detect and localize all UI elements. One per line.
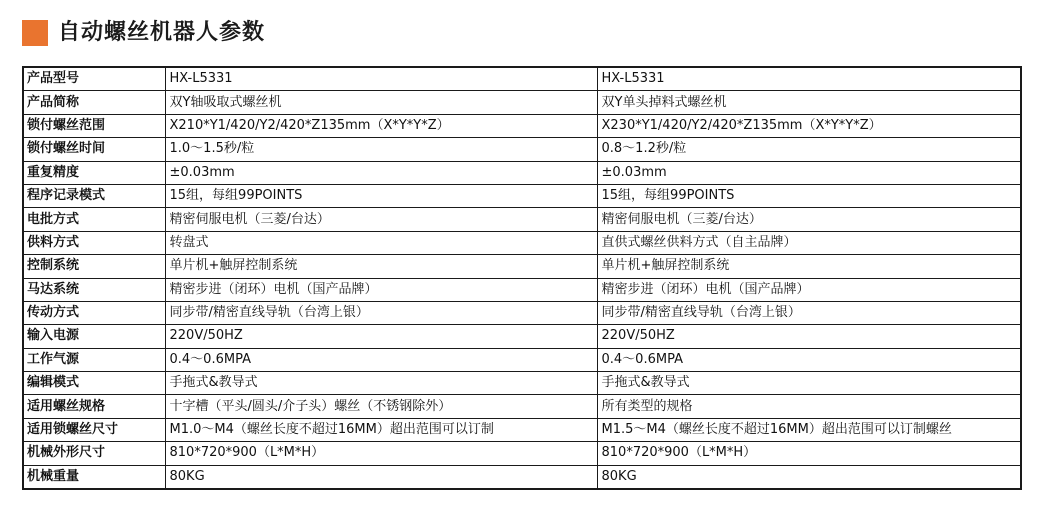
spec-value-model-a: 80KG <box>165 465 597 489</box>
spec-value-model-b: X230*Y1/420/Y2/420*Z135mm（X*Y*Y*Z） <box>597 114 1021 137</box>
table-row <box>23 301 1021 324</box>
spec-label: 马达系统 <box>23 278 165 301</box>
page-title: 自动螺丝机器人参数 <box>58 20 266 45</box>
spec-value-model-a: 15组，每组99POINTS <box>165 184 597 207</box>
spec-value-model-a: X210*Y1/420/Y2/420*Z135mm（X*Y*Y*Z） <box>165 114 597 137</box>
spec-value-model-b: 手拖式&教导式 <box>597 372 1021 395</box>
spec-value-model-a: 0.4～0.6MPA <box>165 348 597 371</box>
spec-value-model-a: 精密步进（闭环）电机（国产品牌） <box>165 278 597 301</box>
spec-label: 锁付螺丝时间 <box>23 138 165 161</box>
spec-value-model-a: 单片机+触屏控制系统 <box>165 255 597 278</box>
table-row <box>23 348 1021 371</box>
spec-label: 产品型号 <box>23 67 165 91</box>
spec-value-model-a: 十字槽（平头/圆头/介子头）螺丝（不锈钢除外） <box>165 395 597 418</box>
table-row <box>23 184 1021 207</box>
spec-label: 机械外形尺寸 <box>23 442 165 465</box>
spec-label: 锁付螺丝范围 <box>23 114 165 137</box>
table-row <box>23 255 1021 278</box>
spec-label: 输入电源 <box>23 325 165 348</box>
spec-table <box>22 66 1022 490</box>
table-row <box>23 325 1021 348</box>
table-row <box>23 161 1021 184</box>
spec-value-model-a: 220V/50HZ <box>165 325 597 348</box>
spec-value-model-b: ±0.03mm <box>597 161 1021 184</box>
spec-label: 程序记录模式 <box>23 184 165 207</box>
spec-label: 重复精度 <box>23 161 165 184</box>
table-row <box>23 138 1021 161</box>
spec-label: 工作气源 <box>23 348 165 371</box>
spec-label: 编辑模式 <box>23 372 165 395</box>
table-row <box>23 278 1021 301</box>
spec-value-model-b: 精密步进（闭环）电机（国产品牌） <box>597 278 1021 301</box>
spec-value-model-b: 所有类型的规格 <box>597 395 1021 418</box>
spec-value-model-a: 810*720*900（L*M*H） <box>165 442 597 465</box>
table-row <box>23 114 1021 137</box>
spec-value-model-a: 双Y轴吸取式螺丝机 <box>165 91 597 114</box>
table-row <box>23 465 1021 489</box>
spec-value-model-a: HX-L5331 <box>165 67 597 91</box>
spec-value-model-b: 单片机+触屏控制系统 <box>597 255 1021 278</box>
spec-value-model-b: 双Y单头掉料式螺丝机 <box>597 91 1021 114</box>
spec-value-model-b: 15组，每组99POINTS <box>597 184 1021 207</box>
spec-label: 机械重量 <box>23 465 165 489</box>
spec-value-model-b: M1.5～M4（螺丝长度不超过16MM）超出范围可以订制螺丝 <box>597 418 1021 441</box>
spec-value-model-a: 手拖式&教导式 <box>165 372 597 395</box>
table-row <box>23 231 1021 254</box>
spec-value-model-b: 0.4～0.6MPA <box>597 348 1021 371</box>
spec-value-model-b: 0.8～1.2秒/粒 <box>597 138 1021 161</box>
spec-label: 控制系统 <box>23 255 165 278</box>
spec-value-model-a: M1.0～M4（螺丝长度不超过16MM）超出范围可以订制 <box>165 418 597 441</box>
spec-label: 供料方式 <box>23 231 165 254</box>
spec-value-model-b: 810*720*900（L*M*H） <box>597 442 1021 465</box>
spec-value-model-a: 同步带/精密直线导轨（台湾上银） <box>165 301 597 324</box>
spec-label: 电批方式 <box>23 208 165 231</box>
spec-value-model-b: 80KG <box>597 465 1021 489</box>
page-header <box>22 17 265 49</box>
table-row <box>23 91 1021 114</box>
spec-value-model-a: ±0.03mm <box>165 161 597 184</box>
table-row <box>23 442 1021 465</box>
spec-value-model-a: 精密伺服电机（三菱/台达） <box>165 208 597 231</box>
spec-label: 传动方式 <box>23 301 165 324</box>
spec-value-model-b: 精密伺服电机（三菱/台达） <box>597 208 1021 231</box>
table-row <box>23 208 1021 231</box>
table-row <box>23 418 1021 441</box>
spec-value-model-b: 同步带/精密直线导轨（台湾上银） <box>597 301 1021 324</box>
spec-table-body <box>23 67 1021 489</box>
spec-label: 产品简称 <box>23 91 165 114</box>
table-row <box>23 395 1021 418</box>
table-row <box>23 67 1021 91</box>
spec-value-model-a: 转盘式 <box>165 231 597 254</box>
spec-value-model-b: 220V/50HZ <box>597 325 1021 348</box>
spec-label: 适用锁螺丝尺寸 <box>23 418 165 441</box>
table-row <box>23 372 1021 395</box>
spec-value-model-a: 1.0～1.5秒/粒 <box>165 138 597 161</box>
spec-value-model-b: 直供式螺丝供料方式（自主品牌） <box>597 231 1021 254</box>
accent-square <box>22 20 48 46</box>
spec-value-model-b: HX-L5331 <box>597 67 1021 91</box>
spec-label: 适用螺丝规格 <box>23 395 165 418</box>
